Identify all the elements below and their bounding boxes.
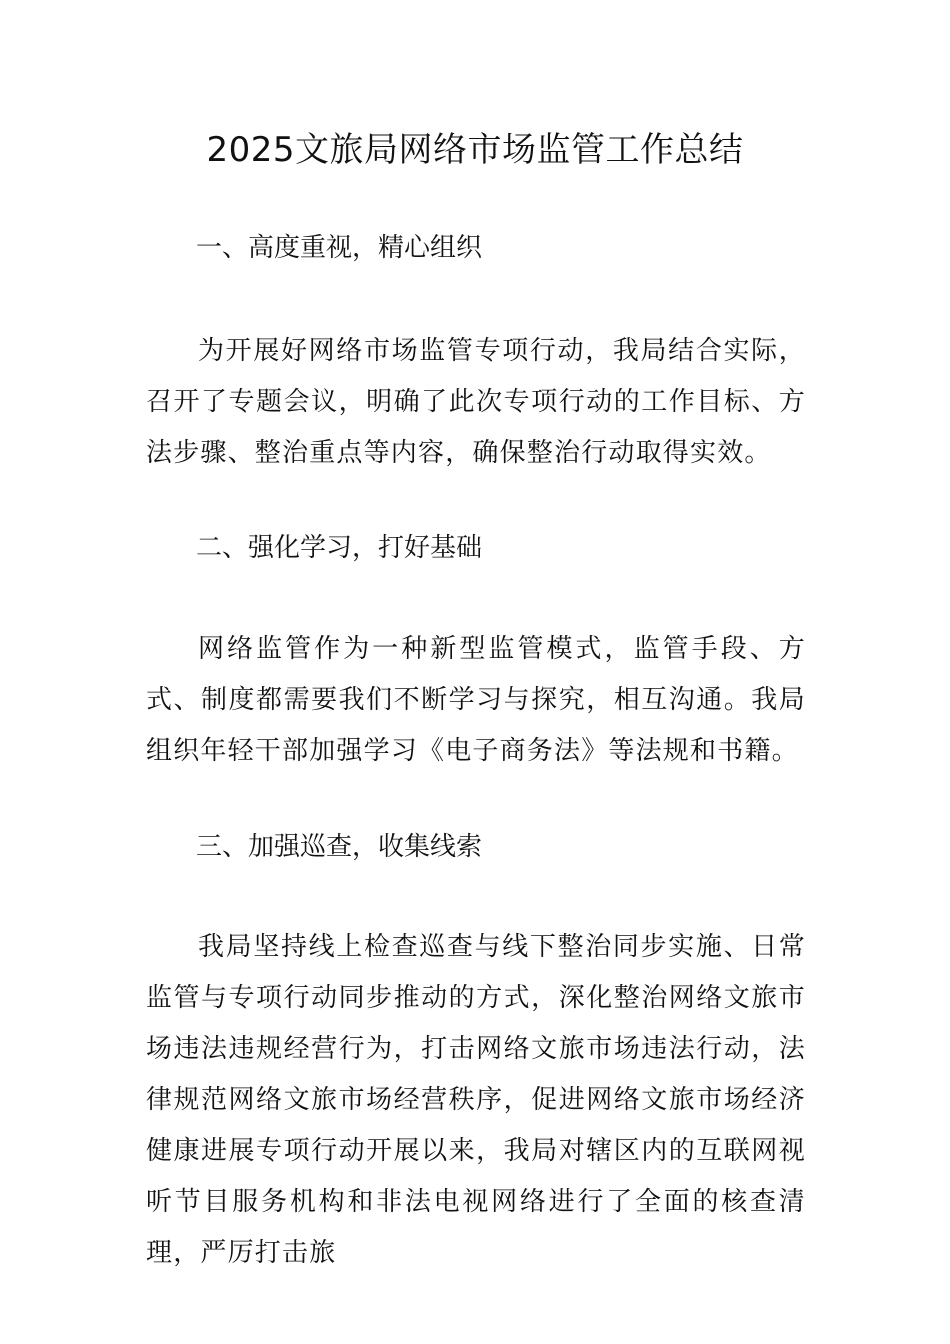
section-heading-1: 一、高度重视，精心组织 bbox=[196, 233, 483, 263]
document-title: 2025文旅局网络市场监管工作总结 bbox=[206, 130, 744, 170]
section-paragraph-1: 为开展好网络市场监管专项行动，我局结合实际，召开了专题会议，明确了此次专项行动的工作目标、方法步骤、整治重点等内容，确保整治行动取得实效。 bbox=[146, 336, 806, 468]
section-heading-2: 二、强化学习，打好基础 bbox=[196, 533, 483, 563]
section-paragraph-2: 网络监管作为一种新型监管模式，监管手段、方式、制度都需要我们不断学习与探究，相互沟通。我局组织年轻干部加强学习《电子商务法》等法规和书籍。 bbox=[146, 634, 806, 766]
section-paragraph-3: 我局坚持线上检查巡查与线下整治同步实施、日常监管与专项行动同步推动的方式，深化整治网络文旅市场违法违规经营行为，打击网络文旅市场违法行动，法律规范网络文旅市场经营秩序，促进网络文旅市场经济健康进展专项行动开展以来，我局对辖区内的互联网视听节目服务机构和非法电视网络进行了全面的核查清理，严厉打击旅 bbox=[146, 932, 806, 1268]
section-heading-3: 三、加强巡查，收集线索 bbox=[196, 832, 483, 862]
